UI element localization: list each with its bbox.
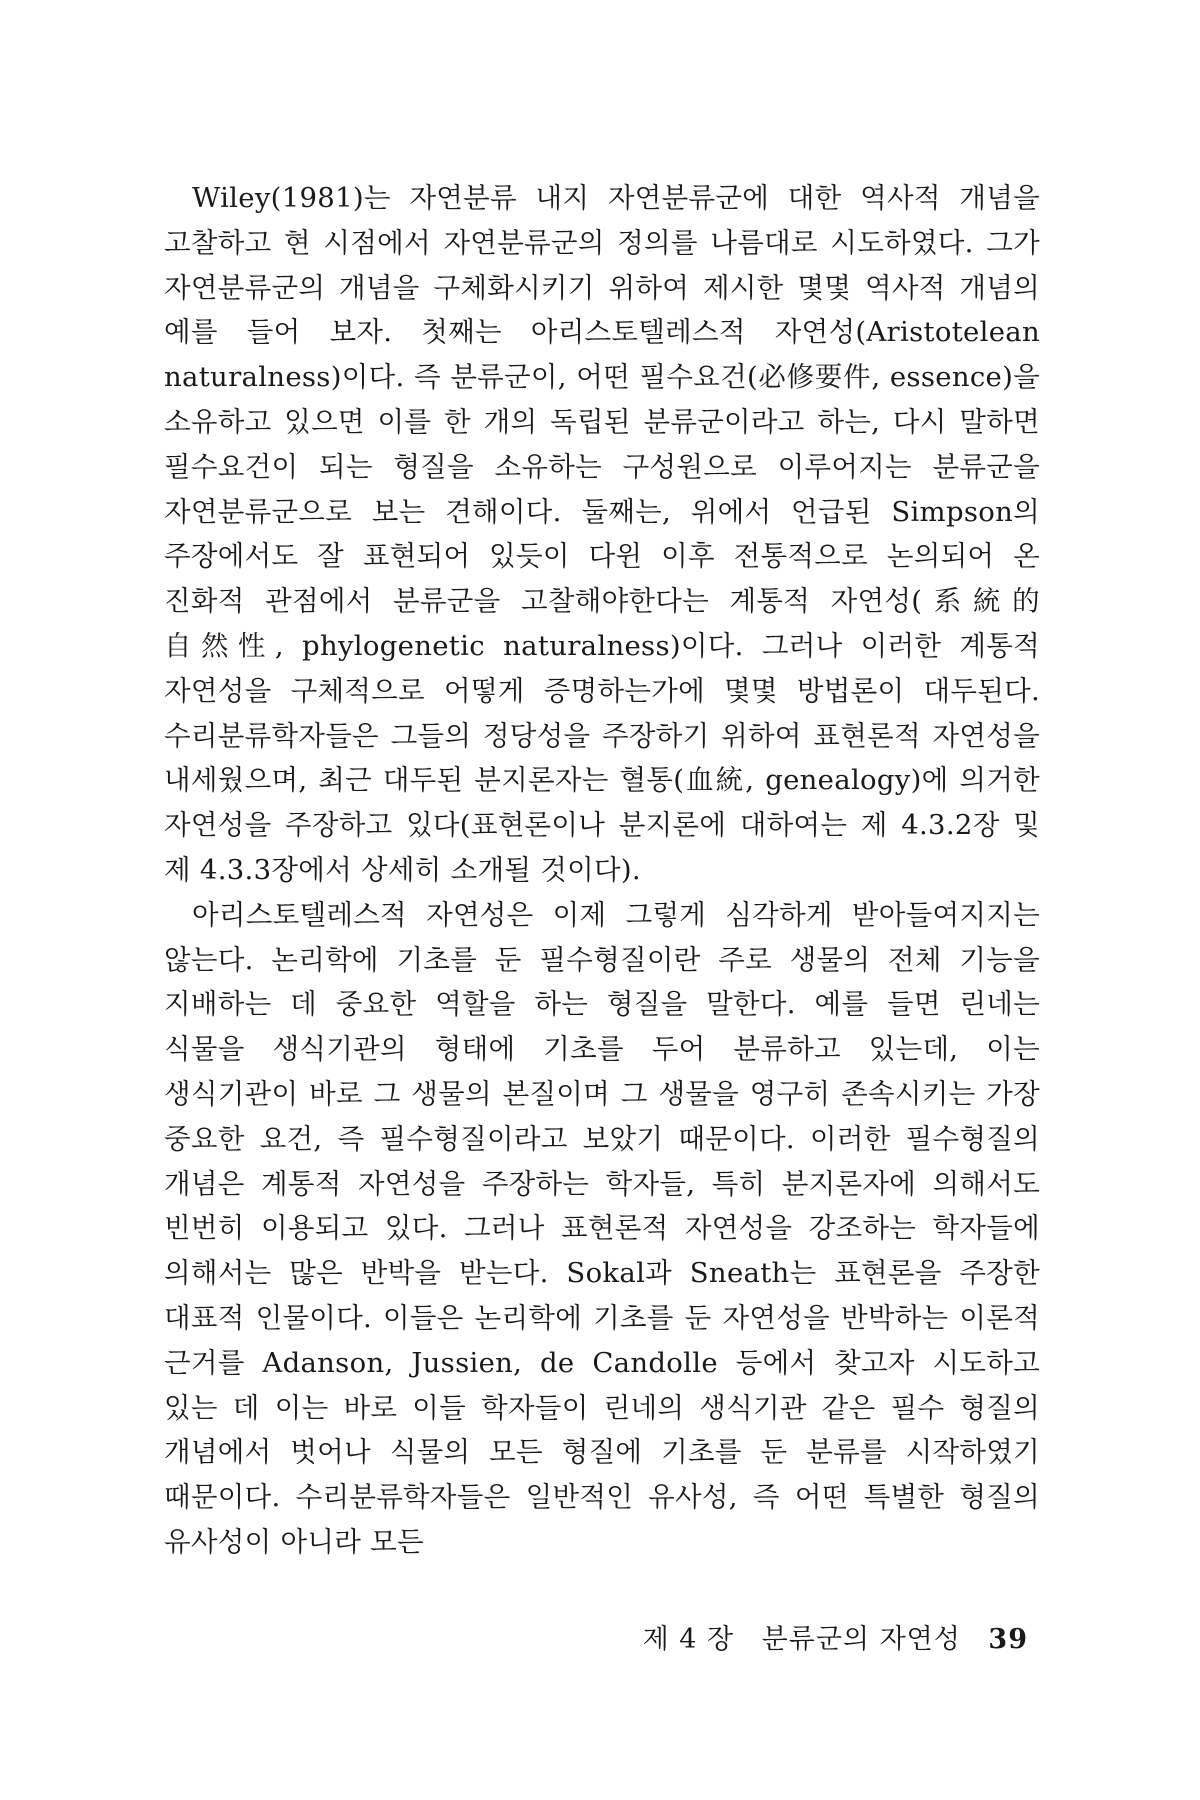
paragraph-2: 아리스토텔레스적 자연성은 이제 그렇게 심각하게 받아들여지지는 않는다. 논리학에 기초를 둔 필수형질이란 주로 생물의 전체 기능을 지배하는 데 중요한 역할을 하는 형질을 말한다. 예를 들면 린네는 식물을 생식기관의 형태에 기초를 두어 분류하고 있는데, 이는 생식기관이 바로 그 생물의 본질이며 그 생물을 영구히 존속시키는 가장 중요한 요건, 즉 필수형질이라고 보았기 때문이다. 이러한 필수형질의 개념은 계통적 자연성을 주장하는 학자들, 특히 분지론자에 의해서도 빈번히 이용되고 있다. 그러나 표현론적 자연성을 강조하는 학자들에 의해서는 많은 반박을 받는다. Sokal과 Sneath는 표현론을 주장한 대표적 인물이다. 이들은 논리학에 기초를 둔 자연성을 반박하는 이론적 근거를 Adanson, Jussien, de Candolle 등에서 찾고자 시도하고 있는 데 이는 바로 이들 학자들이 린네의 생식기관 같은 필수 형질의 개념에서 벗어나 식물의 모든 형질에 기초를 둔 분류를 시작하였기 때문이다. 수리분류학자들은 일반적인 유사성, 즉 어떤 특별한 형질의 유사성이 아니라 모든 bbox=[164, 898, 1040, 1558]
page-body bbox=[164, 176, 1040, 1565]
footer-chapter: 제 4 장 bbox=[642, 1624, 735, 1655]
paragraph-1: Wiley(1981)는 자연분류 내지 자연분류군에 대한 역사적 개념을 고찰하고 현 시점에서 자연분류군의 정의를 나름대로 시도하였다. 그가 자연분류군의 개념을 구체화시키기 위하여 제시한 몇몇 역사적 개념의 예를 들어 보자. 첫째는 아리스토텔레스적 자연성(Aristotelean naturalness)이다. 즉 분류군이, 어떤 필수요건(必修要件, essence)을 소유하고 있으면 이를 한 개의 독립된 분류군이라고 하는, 다시 말하면 필수요건이 되는 형질을 소유하는 구성원으로 이루어지는 분류군을 자연분류군으로 보는 견해이다. 둘째는, 위에서 언급된 Simpson의 주장에서도 잘 표현되어 있듯이 다윈 이후 전통적으로 논의되어 온 진화적 관점에서 분류군을 고찰해야한다는 계통적 자연성(系統的 自然性, phylogenetic naturalness)이다. 그러나 이러한 계통적 자연성을 구체적으로 어떻게 증명하는가에 몇몇 방법론이 대두된다. 수리분류학자들은 그들의 정당성을 주장하기 위하여 표현론적 자연성을 내세웠으며, 최근 대두된 분지론자는 혈통(血統, genealogy)에 의거한 자연성을 주장하고 있다(표현론이나 분지론에 대하여는 제 4.3.2장 및 제 4.3.3장에서 상세히 소개될 것이다). bbox=[164, 182, 1040, 886]
page-number: 39 bbox=[988, 1624, 1028, 1655]
footer-chapter-title: 분류군의 자연성 bbox=[761, 1624, 961, 1655]
running-footer bbox=[643, 1622, 1028, 1658]
